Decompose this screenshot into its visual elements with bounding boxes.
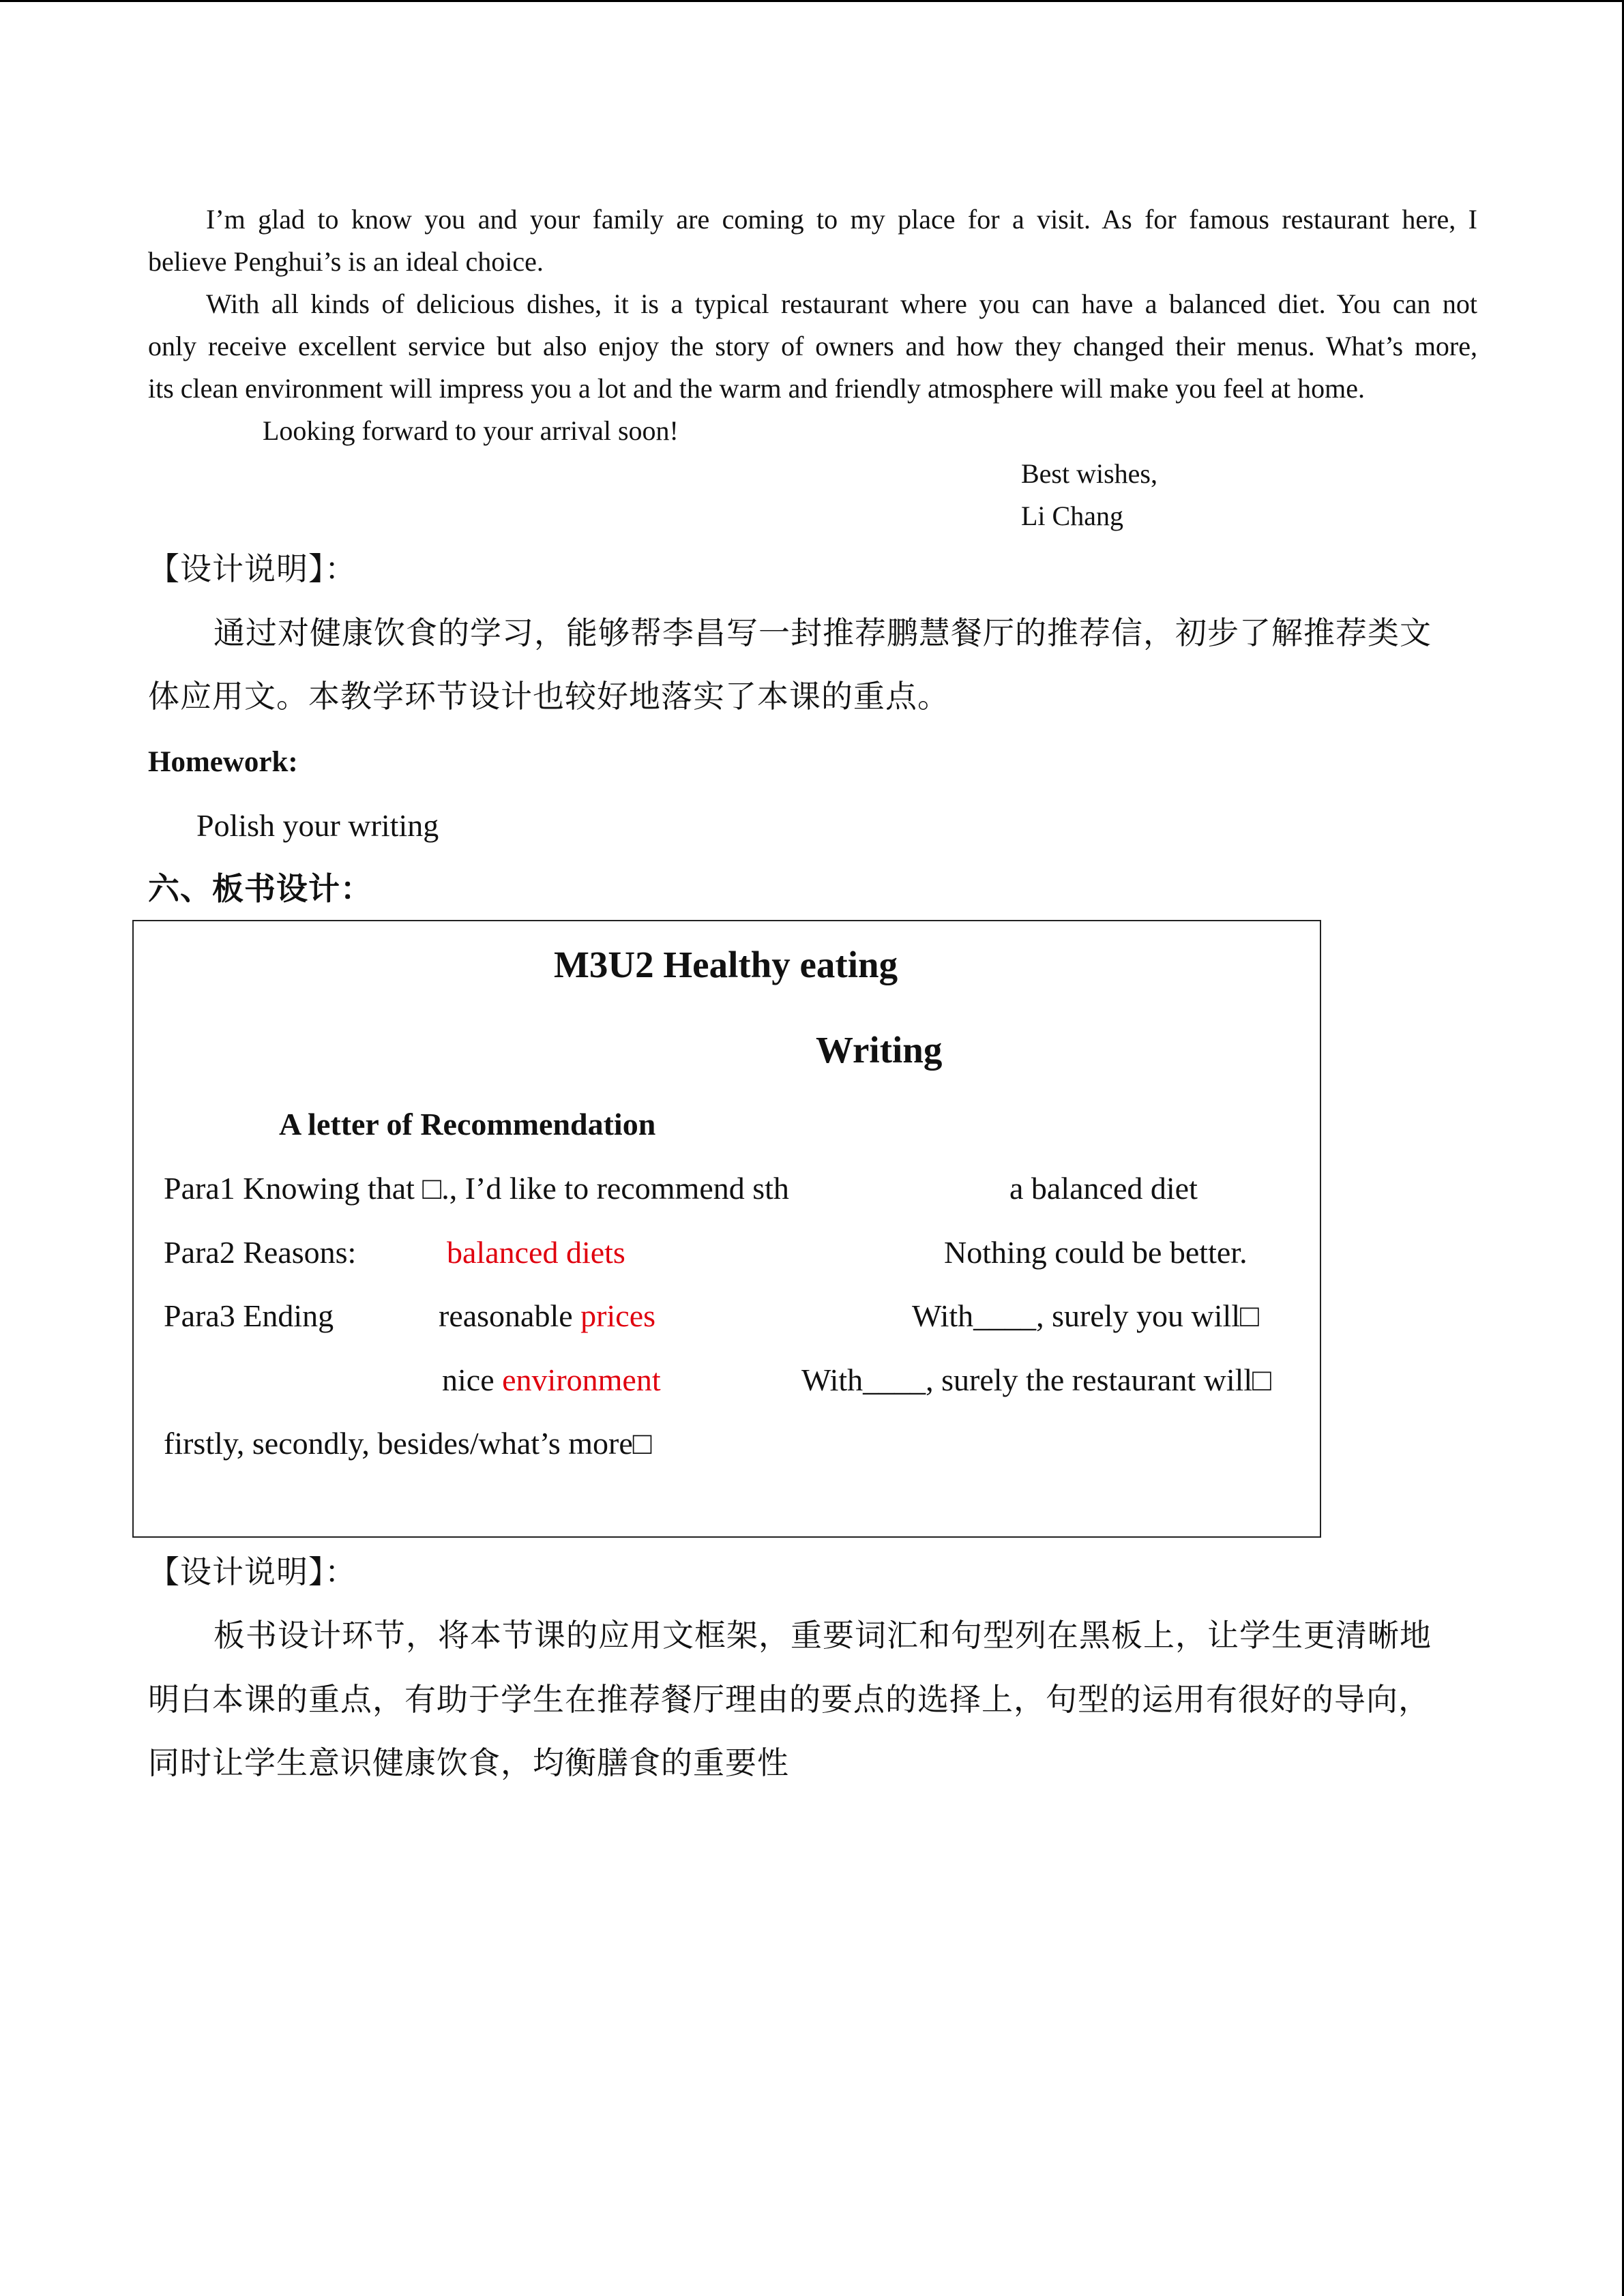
design-note-line: 板书设计环节，将本节课的应用文框架，重要词汇和句型列在黑板上，让学生更清晰地: [213, 1617, 1432, 1654]
board-subtitle: Writing: [816, 1029, 943, 1071]
letter-line: With all kinds of delicious dishes, it is a typical restaurant where you can have a balanced diet. You can not: [206, 288, 1477, 319]
board-connectors: firstly, secondly, besides/what’s more□: [164, 1426, 652, 1461]
board-reason-3: nice environment: [442, 1362, 661, 1397]
board-right-3: With____, surely you will□: [912, 1298, 1259, 1333]
section-heading: 六、板书设计：: [148, 870, 372, 907]
design-note-heading: 【设计说明】：: [148, 550, 357, 587]
letter-closing: Looking forward to your arrival soon!: [263, 415, 679, 446]
board-title: M3U2 Healthy eating: [554, 944, 898, 985]
design-note-line: 同时让学生意识健康饮食，均衡膳食的重要性: [148, 1744, 789, 1781]
board-para3: Para3 Ending: [164, 1298, 334, 1333]
board-reason-2: reasonable prices: [439, 1298, 656, 1333]
board-right-2: Nothing could be better.: [944, 1235, 1247, 1270]
board-subheading: A letter of Recommendation: [279, 1107, 656, 1142]
board-para1: Para1 Knowing that □., I’d like to recommend sth: [164, 1171, 789, 1206]
letter-signature: Li Chang: [1021, 501, 1123, 531]
design-note-line: 体应用文。本教学环节设计也较好地落实了本课的重点。: [148, 678, 949, 715]
board-right-4: With____, surely the restaurant will□: [801, 1362, 1271, 1397]
homework-item: Polish your writing: [196, 808, 439, 843]
homework-heading: Homework:: [148, 746, 298, 778]
letter-line: I’m glad to know you and your family are coming to my place for a visit. As for famous restaurant here, I: [206, 204, 1477, 235]
letter-line: its clean environment will impress you a lot and the warm and friendly atmosphere will make you feel at home.: [148, 373, 1365, 404]
design-note-heading: 【设计说明】：: [148, 1553, 357, 1590]
board-right-1: a balanced diet: [1009, 1171, 1198, 1206]
design-note-line: 通过对健康饮食的学习，能够帮李昌写一封推荐鹏慧餐厅的推荐信，初步了解推荐类文: [213, 614, 1432, 651]
letter-line: only receive excellent service but also enjoy the story of owners and how they changed their menus. What’s more,: [148, 331, 1477, 361]
page-top-border: [0, 0, 1624, 2]
board-para2: Para2 Reasons:: [164, 1235, 357, 1270]
design-note-line: 明白本课的重点，有助于学生在推荐餐厅理由的要点的选择上，句型的运用有很好的导向，: [148, 1681, 1430, 1718]
letter-line: believe Penghui’s is an ideal choice.: [148, 246, 544, 277]
board-reason-1: balanced diets: [447, 1235, 625, 1270]
letter-sign-off: Best wishes,: [1021, 458, 1157, 489]
